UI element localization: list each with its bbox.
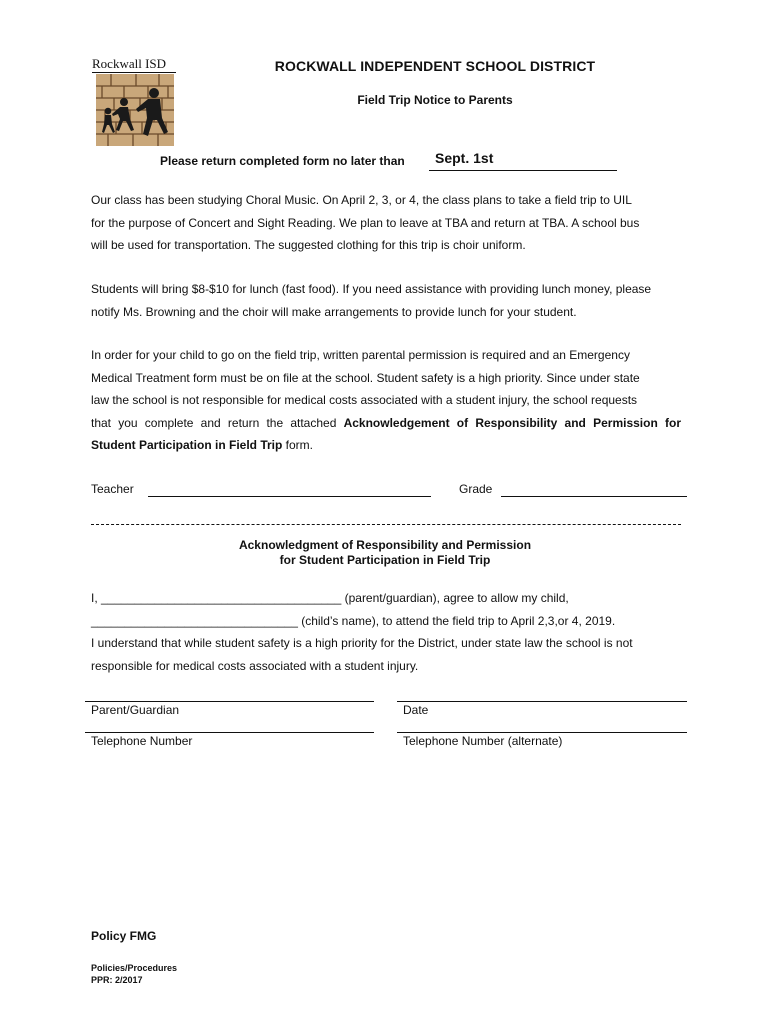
text-line: responsible for medical costs associated with a student injury. <box>91 658 419 673</box>
policies-procedures-label: Policies/Procedures <box>91 963 178 973</box>
child-fill-line[interactable]: _______________________________ (child’s name), to attend the field trip to April 2,3,or 4, 2019. <box>91 613 616 628</box>
telephone-line[interactable] <box>85 732 374 733</box>
telephone-alt-line[interactable] <box>397 732 687 733</box>
text-line: law the school is not responsible for medical costs associated with a student injury, the school requests <box>91 393 638 407</box>
text-line <box>91 434 681 457</box>
teacher-input-line[interactable] <box>148 496 431 497</box>
policy-code: Policy FMG <box>91 929 157 943</box>
text-segment: that you complete and return the attached <box>91 415 344 430</box>
text-segment: form. <box>282 438 314 452</box>
parent-fill-line[interactable]: I, ____________________________________ (parent/guardian), agree to allow my child, <box>91 591 569 605</box>
text-line: for the purpose of Concert and Sight Reading. We plan to leave at TBA and return at TBA. A school bus <box>91 215 640 230</box>
text-line: will be used for transportation. The suggested clothing for this trip is choir uniform. <box>91 238 526 252</box>
telephone-alt-label: Telephone Number (alternate) <box>403 734 563 748</box>
paragraph-trip-info <box>91 189 681 257</box>
district-logo <box>92 57 176 149</box>
grade-label: Grade <box>459 482 493 496</box>
text-line: Medical Treatment form must be on file at the school. Student safety is a high priority. Since under state <box>91 370 640 385</box>
text-line: Students will bring $8-$10 for lunch (fast food). If you need assistance with providing lunch money, please <box>91 282 652 296</box>
return-deadline-field[interactable]: Sept. 1st <box>429 150 617 171</box>
paragraph-permission <box>91 344 681 457</box>
form-title-bold: Student Participation in Field Trip <box>91 438 283 452</box>
paragraph-lunch <box>91 278 681 323</box>
ppr-date: PPR: 2/2017 <box>91 975 143 985</box>
parent-signature-line[interactable] <box>85 701 374 702</box>
text-line: I understand that while student safety is a high priority for the District, under state law the school is not <box>91 636 633 650</box>
grade-input-line[interactable] <box>501 496 687 497</box>
date-signature-line[interactable] <box>397 701 687 702</box>
teacher-label: Teacher <box>91 482 134 496</box>
date-label: Date <box>403 703 429 717</box>
ack-body <box>91 587 681 677</box>
text-line: notify Ms. Browning and the choir will make arrangements to provide lunch for your student. <box>91 304 577 319</box>
return-deadline-label: Please return completed form no later than <box>160 154 405 168</box>
ack-title-line1: Acknowledgment of Responsibility and Permission <box>238 538 532 552</box>
telephone-label: Telephone Number <box>91 734 193 748</box>
logo-text: Rockwall ISD <box>92 57 176 73</box>
text-line: In order for your child to go on the field trip, written parental permission is required and an Emergency <box>91 348 630 362</box>
parent-guardian-label: Parent/Guardian <box>91 703 180 717</box>
cut-line-divider <box>91 524 681 525</box>
page-title: ROCKWALL INDEPENDENT SCHOOL DISTRICT <box>274 58 596 74</box>
page-subtitle: Field Trip Notice to Parents <box>357 93 513 107</box>
text-line: Our class has been studying Choral Music. On April 2, 3, or 4, the class plans to take a field trip to UIL <box>91 193 632 207</box>
ack-title-line2: for Student Participation in Field Trip <box>279 553 491 567</box>
form-title-bold: Acknowledgement of Responsibility and Permission for <box>343 415 681 430</box>
text-line <box>91 412 681 435</box>
logo-children-silhouette-icon <box>96 74 174 146</box>
